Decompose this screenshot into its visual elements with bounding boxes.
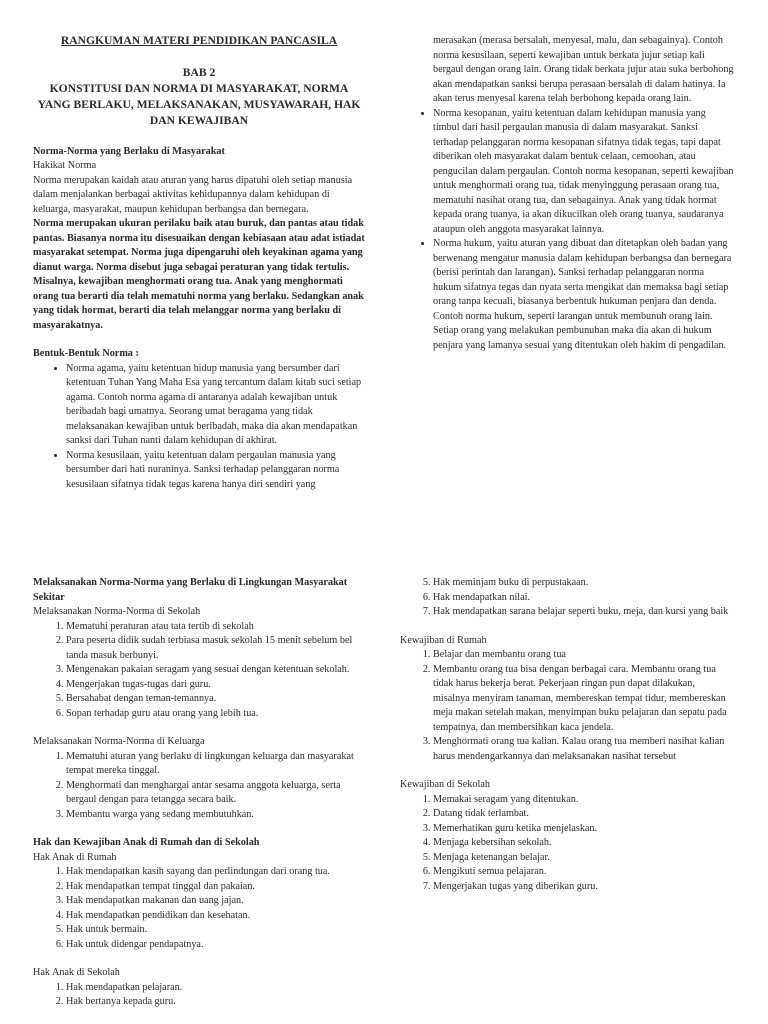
list-item: • Norma agama, yaitu ketentuan hidup manusia yang bersumber dari ketentuan Tuhan Yang Maha Esa yang tercantum dalam kitab suci setiap agama. Contoh norma agama di antaranya adalah kewajiban untuk beribadah bagi umatnya. Seorang umat beragama yang tidak melaksanakan kewajiban untuk beribadah, maka dia akan mendapatkan sanksi dari Tuhan nanti dalam kehidupan di akhirat. [66, 362, 365, 449]
chapter-heading [33, 65, 365, 129]
list-item: 1. Hak mendapatkan kasih sayang dan perlindungan dari orang tua. [66, 865, 365, 880]
norma-paragraph-1: Norma merupakan kaidah atau aturan yang harus dipatuhi oleh setiap manusia dalam menjalankan berbagai aktivitas kehidupannya dalam kehidupan di keluarga, masyarakat, maupun kehidupan berbangsa dan bernegara. [33, 174, 353, 215]
list-item: 2. Hak bertanya kepada guru. [66, 995, 365, 1010]
list-item: 4. Hak mendapatkan pendidikan dan kesehatan. [66, 909, 365, 924]
keluarga-norms-title: Melaksanakan Norma-Norma di Keluarga [33, 736, 205, 747]
hak-sekolah-title: Hak Anak di Sekolah [33, 967, 120, 978]
sekolah-norms-list [33, 620, 365, 722]
list-item: • Norma kesusilaan, yaitu ketentuan dalam pergaulan manusia yang bersumber dari hati nuraninya. Sanksi terhadap pelanggaran norma kesusilaan sifatnya tidak tegas karena hanya diri sendiri yang [66, 449, 365, 493]
list-item: 1. Mematuhi peraturan atau tata tertib di sekolah [66, 620, 365, 635]
list-item: 1. Hak mendapatkan pelajaran. [66, 981, 365, 996]
bentuk-list-left [33, 362, 365, 493]
hak-rumah-list [33, 865, 365, 952]
chapter-title: KONSTITUSI DAN NORMA DI MASYARAKAT, NORMA YANG BERLAKU, MELAKSANAKAN, MUSYAWARAH, HAK DAN KEWAJIBAN [37, 81, 361, 127]
list-item: 2. Para peserta didik sudah terbiasa masuk sekolah 15 menit sebelum bel tanda masuk berbunyi. [66, 634, 365, 663]
list-item: 6. Hak untuk didengar pendapatnya. [66, 938, 365, 953]
list-item: • Norma kesopanan, yaitu ketentuan dalam kehidupan manusia yang timbul dari hasil pergaulan manusia di dalam masyarakat. Sanksi terhadap pelanggaran norma kesopanan sifatnya tidak tegas, tapi dapat diberikan oleh masyarakat dalam bentuk celaan, cemoohan, atau pengucilan dalam pergaulan. Contoh norma kesopanan, seperti kewajiban untuk menghormati orang tua, tidak menyinggung perasaan orang tua, mematuhi nasihat orang tua, dan sebagainya. Anak yang tidak hormat kepada orang tuanya, ia akan dikucilkan oleh orang tuanya, saudaranya ataupun oleh anggota masyarakat lainnya. [433, 107, 734, 238]
hakikat-subheading: Hakikat Norma [33, 160, 97, 171]
melaksanakan-heading: Melaksanakan Norma-Norma yang Berlaku di Lingkungan Masyarakat Sekitar [33, 577, 348, 603]
kesusilaan-continuation: merasakan (merasa bersalah, menyesal, malu, dan sebagainya). Contoh norma kesusilaan, seperti kewajiban untuk berkata jujur setiap kali bergaul dengan orang lain. Orang tidak berkata jujur atau suka berbohong akan mendapatkan sanksi berupa perasaan bersalah di dalam hatinya. Ia akan terus menyesal karena telah berbohong kepada orang lain. [433, 35, 734, 104]
list-item: 4. Menjaga kebersihan sekolah. [433, 836, 734, 851]
list-item: 3. Memerhatikan guru ketika menjelaskan. [433, 822, 734, 837]
kewajiban-rumah-title: Kewajiban di Rumah [400, 634, 487, 646]
hak-sekolah-list-right [400, 576, 734, 620]
list-item: 3. Mengenakan pakaian seragam yang sesuai dengan ketentuan sekolah. [66, 663, 365, 678]
list-item: 1. Mematuhi aturan yang berlaku di lingkungan keluarga dan masyarakat tempat mereka tinggal. [66, 750, 365, 779]
list-item: 5. Menjaga ketenangan belajar. [433, 851, 734, 866]
list-item: 2. Hak mendapatkan tempat tinggal dan pakaian. [66, 880, 365, 895]
list-item: 2. Menghormati dan menghargai antar sesama anggota keluarga, serta bergaul dengan para tetangga secara baik. [66, 779, 365, 808]
list-item: 5. Hak meminjam buku di perpustakaan. [433, 576, 734, 591]
document-title: RANGKUMAN MATERI PENDIDIKAN PANCASILA [60, 34, 338, 47]
list-item: 3. Menghormati orang tua kalian. Kalau orang tua memberi nasihat kalian harus mendengarkannya dan melaksanakan nasihat tersebut [433, 735, 734, 764]
bentuk-list-right [400, 107, 734, 354]
list-item: 6. Mengikuti semua pelajaran. [433, 865, 734, 880]
hak-heading: Hak dan Kewajiban Anak di Rumah dan di Sekolah [33, 837, 260, 848]
keluarga-norms-list [33, 750, 365, 823]
top-left-column [33, 34, 365, 492]
list-item: • Norma hukum, yaitu aturan yang dibuat dan ditetapkan oleh badan yang berwenang mengatur manusia dalam kehidupan berbangsa dan bernegara (berisi perintah dan larangan). Sanksi terhadap pelanggaran norma hukum sifatnya tegas dan nyata serta mengikat dan memaksa bagi setiap orang tanpa kecuali, biasanya berbentuk hukuman penjara dan denda. Contoh norma hukum, seperti larangan untuk membunuh orang lain. Setiap orang yang melakukan pembunuhan maka dia akan di hukum penjara yang lamanya sesuai yang ditentukan oleh hakim di pengadilan. [433, 237, 734, 353]
norma-heading: Norma-Norma yang Berlaku di Masyarakat [33, 145, 225, 157]
kewajiban-rumah-list [400, 648, 734, 764]
list-item: 3. Membantu warga yang sedang membutuhkan. [66, 808, 365, 823]
hak-rumah-title: Hak Anak di Rumah [33, 851, 117, 863]
list-item: 7. Hak mendapatkan sarana belajar seperti buku, meja, dan kursi yang baik [433, 605, 734, 620]
list-item: 1. Belajar dan membantu orang tua [433, 648, 734, 663]
chapter-number: BAB 2 [182, 65, 216, 79]
list-item: 2. Membantu orang tua bisa dengan berbagai cara. Membantu orang tua tidak harus bekerja berat. Pekerjaan ringan pun dapat dilakukan, misalnya menyiram tanaman, membereskan tempat tidur, membereskan meja makan setelah makan, menyimpan buku pelajaran dan sepatu pada tempatnya, dan membersihkan kaca jendela. [433, 663, 734, 736]
sekolah-norms-title: Melaksanakan Norma-Norma di Sekolah [33, 606, 201, 617]
top-right-column [400, 34, 734, 353]
bottom-right-column [400, 576, 734, 894]
list-item: 5. Bersahabat dengan teman-temannya. [66, 692, 365, 707]
norma-paragraph-2: Norma merupakan ukuran perilaku baik atau buruk, dan pantas atau tidak pantas. Biasanya norma itu disesuaikan dengan kebiasaan atau adat istiadat masyarakat setempat. Norma juga dipengaruhi oleh keyakinan agama yang dianut warga. Norma disebut juga sebagai peraturan yang tidak tertulis. Misalnya, kewajiban menghormati orang tua. Anak yang menghormati orang tua berarti dia telah mematuhi norma yang berlaku. Sedangkan anak yang tidak hormat, berarti dia telah melanggar norma yang berlaku di masyarakatnya. [33, 218, 365, 331]
bentuk-heading: Bentuk-Bentuk Norma : [33, 348, 139, 359]
list-item: 1. Memakai seragam yang ditentukan. [433, 793, 734, 808]
list-item: 2. Datang tidak terlambat. [433, 807, 734, 822]
list-item: 4. Mengerjakan tugas-tugas dari guru. [66, 678, 365, 693]
list-item: 7. Mengerjakan tugas yang diberikan guru. [433, 880, 734, 895]
kewajiban-sekolah-title: Kewajiban di Sekolah [400, 779, 490, 790]
list-item: 6. Hak mendapatkan nilai. [433, 591, 734, 606]
kewajiban-sekolah-list [400, 793, 734, 895]
list-item: 5. Hak untuk bermain. [66, 923, 365, 938]
list-item: 3. Hak mendapatkan makanan dan uang jajan. [66, 894, 365, 909]
list-item: 6. Sopan terhadap guru atau orang yang lebih tua. [66, 707, 365, 722]
hak-sekolah-list-left [33, 981, 365, 1010]
bottom-left-column [33, 576, 365, 1010]
